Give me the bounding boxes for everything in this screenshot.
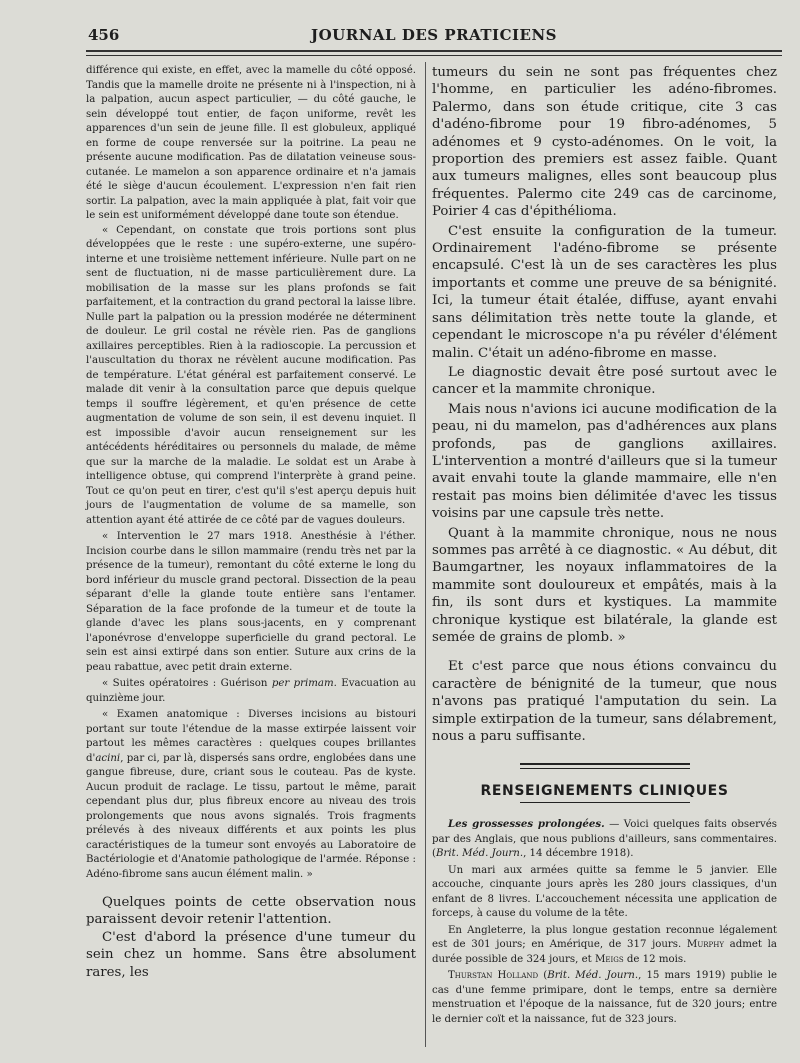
body-paragraph: Quant à la mammite chronique, nous ne nous sommes pas arrêté à ce diagnostic. « Au début, dit Baumgartner, les noyaux inflammatoires de la mammite sont douloureux et empâtés, mais à la fin, ils sont durs et kystiques. La mammite chronique kystique est bilatérale, la glande est semée de grains de plomb. » [432,525,777,645]
case-paragraph: « Cependant, on constate que trois portions sont plus développées que le reste : une supéro-externe, une supéro-interne et une troisième nettement inférieure. Nulle part on ne sent de fluctuation, ni de masse particulièrement dure. La mobilisation de la masse sur les plans profonds se fait parfaitement, et la contraction du grand pectoral la laisse libre. Nulle part la palpation ou la pression modérée ne déterminent de douleur. Le gril costal ne révèle rien. Pas de ganglions axillaires perceptibles. Rien à la radioscopie. La percussion et l'auscultation du thorax ne révèlent aucune modification. Pas de température. L'état général est parfaitement conservé. Le malade dit venir à la consultation parce que depuis quelque temps il souffre légèrement, et qu'en présence de cette augmentation de volume de son sein, il est devenu inquiet. Il est impossible d'avoir aucun renseignement sur les antécédents héréditaires ou personnels du malade, de même que sur la marche de la maladie. Le soldat est un Arabe à intelligence obtuse, qui comprend l'interprète à grand peine. Tout ce qu'on peut en tirer, c'est qu'il s'est aperçu depuis huit jours de l'augmentation de volume de sa mamelle, son attention ayant été attirée de ce côté par de vagues douleurs. [86,224,416,526]
clinical-note: Les grossesses prolongées. — Voici quelques faits observés par des Anglais, que nous publions d'ailleurs, sans commentaires. (Brit. Méd. Journ., 14 décembre 1918). [432,818,777,860]
section-title: RENSEIGNEMENTS CLINIQUES [480,783,729,800]
clinical-note: En Angleterre, la plus longue gestation reconnue légalement est de 301 jours; en Amérique, de 317 jours. Murphy admet la durée possible de 324 jours, et Meigs de 12 mois. [432,924,777,965]
note-title: Les grossesses prolongées. [448,818,605,831]
header-rule-thin [86,55,782,56]
journal-reference: Brit. Méd. Journ. [547,970,639,982]
right-column [432,64,777,1027]
page-number: 456 [88,26,120,44]
body-paragraph: Mais nous n'avions ici aucune modification de la peau, ni du mamelon, pas d'adhérences aux plans profonds, pas de ganglions axillaires. L'intervention a montré d'ailleurs que si la tumeur avait envahi toute la glande mammaire, elle n'en restait pas moins bien délimitée d'avec les tissus voisins par une capsule très nette. [432,401,777,522]
case-paragraph: différence qui existe, en effet, avec la mamelle du côté opposé. Tandis que la mamelle droite ne présente ni à l'inspection, ni à la palpation, aucun aspect particulier, — du côté gauche, le sein développé tout entier, de façon uniforme, revêt les apparences d'un sein de jeune fille. Il est globuleux, appliqué en forme de coupe renversée sur la poitrine. La peau ne présente aucune modification. Pas de dilatation veineuse sous-cutanée. Le mamelon a son apparence ordinaire et n'a jamais été le siège d'aucun écoulement. L'expression n'en fait rien sortir. La palpation, avec la main appliquée à plat, fait voir que le sein est uniformément développé dane toute son étendue. [86,65,416,221]
case-paragraph: « Intervention le 27 mars 1918. Anesthésie à l'éther. Incision courbe dans le sillon mammaire (rendu très net par la présence de la tumeur), remontant du côté externe le long du bord inférieur du muscle grand pectoral. Dissection de la peau séparant d'elle la glande toute entière sans l'entamer. Séparation de la face profonde de la tumeur et de toute la glande d'avec les plans sous-jacents, en y comprenant l'aponévrose d'enveloppe superficielle du grand pectoral. Le sein est ainsi extirpé dans son entier. Suture aux crins de la peau rabattue, avec petit drain externe. [86,531,416,673]
column-divider [425,62,426,1047]
header-rule [86,50,782,52]
case-paragraph: « Examen anatomique : Diverses incisions au bistouri portant sur toute l'étendue de la masse extirpée laissent voir partout les mêmes caractères : quelques coupes brillantes d'acini, par ci, par là, dispersés sans ordre, englobées dans une gangue fibreuse, dure, criant sous le couteau. Pas de kyste. Aucun produit de raclage. Le tissu, partout le même, parait cependant plus dur, plus fibreux encore au niveau des trois prolongements que nous avons signalés. Trois fragments prélevés à des niveaux différents et aux points les plus caractéristiques de la tumeur sont envoyés au Laboratoire de Bactériologie et d'Anatomie pathologique de l'armée. Réponse : Adéno-fibrome sans aucun élément malin. » [86,709,416,880]
clinical-note: Thurstan Holland (Brit. Méd. Journ., 15 mars 1919) publie le cas d'une femme primipare, dont le temps, entre sa dernière menstruation et l'époque de la naissance, fut de 320 jours; entre le dernier coït et la naissance, fut de 323 jours. [432,970,778,1025]
journal-title: JOURNAL DES PRATICIENS [311,26,557,44]
body-paragraph: Quelques points de cette observation nous paraissent devoir retenir l'attention. [86,895,416,928]
latin-term: per primam [271,678,334,689]
clinical-note: Un mari aux armées quitte sa femme le 5 janvier. Elle accouche, cinquante jours après les 280 jours classiques, d'un enfant de 8 livres. L'accouchement nécessita une application de forceps, à cause du volume de la tête. [432,864,777,920]
section-rule [520,763,690,765]
author-name: Meigs [594,953,624,965]
body-paragraph: C'est d'abord la présence d'une tumeur du sein chez un homme. Sans être absolument rares, les [86,929,416,980]
body-paragraph: C'est ensuite la configuration de la tumeur. Ordinairement l'adéno-fibrome se présente encapsulé. C'est là un de ses caractères les plus importants et comme une preuve de sa bénignité. Ici, la tumeur était étalée, diffuse, ayant envahi sans délimitation très nette toute la glande, et cependant le microscope n'a pu révéler d'élément malin. C'était un adéno-fibrome en masse. [432,223,777,361]
journal-reference: Brit. Méd. Journ. [435,848,524,860]
section-title-underline [520,802,690,803]
body-paragraph: Et c'est parce que nous étions convaincu du caractère de bénignité de la tumeur, que nous n'avons pas pratiqué l'amputation du sein. La simple extirpation de la tumeur, sans délabrement, nous a paru suffisante. [432,659,777,745]
author-name: Thurstan Holland [448,970,539,982]
left-column [86,64,416,981]
latin-term: acini [95,752,121,764]
author-name: Murphy [686,939,724,951]
case-paragraph: « Suites opératoires : Guérison per primam. Evacuation au quinzième jour. [86,678,416,704]
page-header [88,26,780,50]
body-paragraph: Le diagnostic devait être posé surtout avec le cancer et la mammite chronique. [432,364,777,398]
body-paragraph: tumeurs du sein ne sont pas fréquentes chez l'homme, en particulier les adéno-fibromes. Palermo, dans son étude critique, cite 3 cas d'adéno-fibrome pour 19 fibro-adénomes, 5 adénomes et 9 cysto-adénomes. On le voit, la proportion des premiers est assez faible. Quant aux tumeurs malignes, elles sont beaucoup plus fréquentes. Palermo cite 249 cas de carcinome, Poirier 4 cas d'épithélioma. [432,65,777,220]
section-rule-thin [520,768,690,769]
